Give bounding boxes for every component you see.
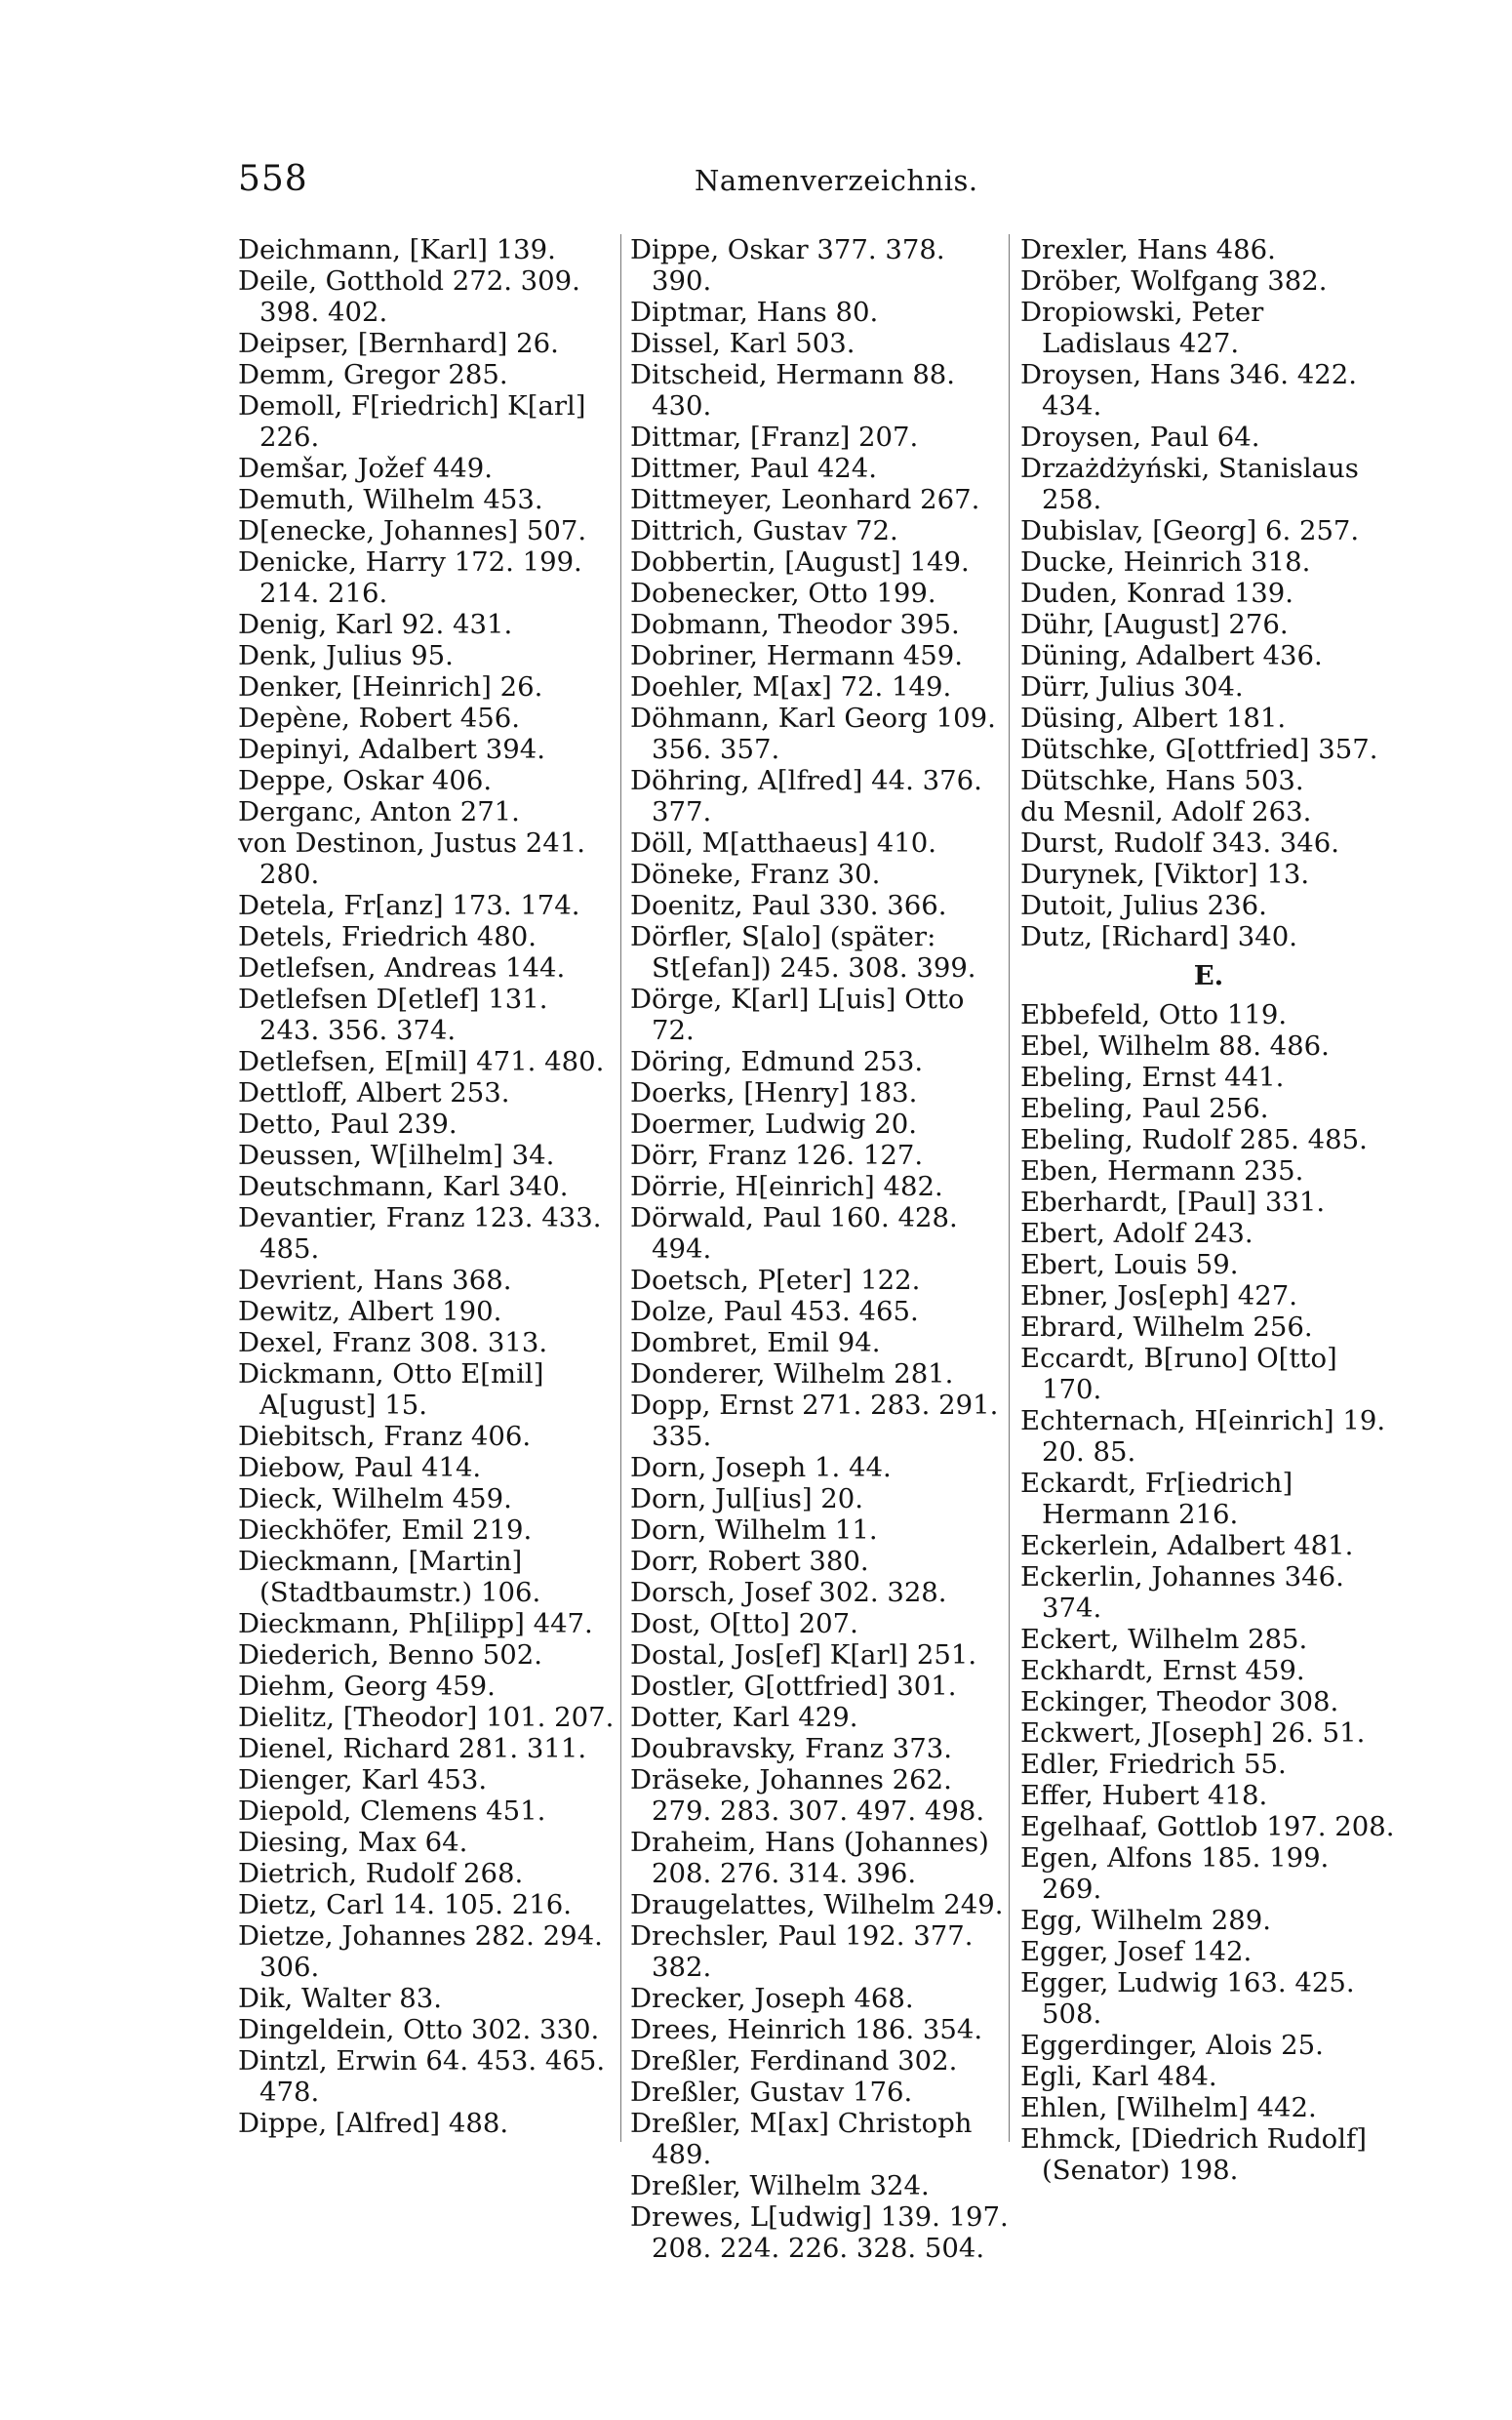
- index-entry: Deichmann, [Karl] 139.: [238, 234, 556, 265]
- index-entry: Draugelattes, Wilhelm 249.: [630, 1889, 1004, 1920]
- index-entry: Doenitz, Paul 330. 366.: [630, 890, 947, 921]
- index-entry: Drecker, Joseph 468.: [630, 1983, 914, 2014]
- index-entry: Edler, Friedrich 55.: [1020, 1749, 1287, 1780]
- index-entry: Eckert, Wilhelm 285.: [1020, 1624, 1308, 1655]
- index-entry: Ehlen, [Wilhelm] 442.: [1020, 2092, 1317, 2123]
- index-entry: Deutschmann, Karl 340.: [238, 1171, 569, 1202]
- index-entry: Döhring, A[lfred] 44. 376. 377.: [630, 765, 982, 827]
- index-entry: Dieck, Wilhelm 459.: [238, 1483, 512, 1514]
- index-entry: Deipser, [Bernhard] 26.: [238, 328, 559, 359]
- index-entry: Dobmann, Theodor 395.: [630, 609, 960, 640]
- index-entry: Drzażdżyński, Stanislaus 258.: [1020, 453, 1359, 515]
- index-entry: Detels, Friedrich 480.: [238, 921, 537, 952]
- index-entry: Detlefsen, E[mil] 471. 480.: [238, 1046, 605, 1077]
- index-entry: Dolze, Paul 453. 465.: [630, 1296, 919, 1327]
- index-entry: Dettloff, Albert 253.: [238, 1077, 510, 1109]
- index-entry: Dickmann, Otto E[mil] A[ugust] 15.: [238, 1358, 544, 1421]
- index-entry: Dörrie, H[einrich] 482.: [630, 1171, 943, 1202]
- index-entry: von Destinon, Justus 241. 280.: [238, 827, 585, 890]
- index-entry: Eckerlein, Adalbert 481.: [1020, 1530, 1354, 1561]
- index-entry: Dik, Walter 83.: [238, 1983, 443, 2014]
- index-entry: Diptmar, Hans 80.: [630, 297, 879, 328]
- index-entry: Doerks, [Henry] 183.: [630, 1077, 918, 1109]
- index-entry: Egger, Ludwig 163. 425. 508.: [1020, 1967, 1355, 2030]
- index-entry: Dobriner, Hermann 459.: [630, 640, 964, 671]
- index-entry: Dropiowski, Peter Ladislaus 427.: [1020, 297, 1264, 359]
- index-entry: Dutoit, Julius 236.: [1020, 890, 1267, 921]
- index-entry: Dürr, Julius 304.: [1020, 671, 1244, 703]
- index-entry: Dostal, Jos[ef] K[arl] 251.: [630, 1639, 977, 1671]
- index-entry: Diebow, Paul 414.: [238, 1452, 482, 1483]
- entries-before-section: [1020, 234, 1397, 952]
- index-entry: Devrient, Hans 368.: [238, 1265, 512, 1296]
- running-title: Namenverzeichnis.: [695, 164, 978, 197]
- index-entry: Durst, Rudolf 343. 346.: [1020, 827, 1340, 859]
- index-column-2: [630, 234, 1013, 2264]
- index-entry: Deile, Gotthold 272. 309. 398. 402.: [238, 265, 580, 328]
- index-entry: Derganc, Anton 271.: [238, 796, 520, 827]
- index-entry: Denker, [Heinrich] 26.: [238, 671, 543, 703]
- index-entry: Egger, Josef 142.: [1020, 1936, 1253, 1967]
- index-entry: Dittmer, Paul 424.: [630, 453, 878, 484]
- index-entry: Dorn, Joseph 1. 44.: [630, 1452, 892, 1483]
- index-entry: Dieckmann, [Martin](Stadtbaumstr.) 106.: [238, 1546, 541, 1608]
- index-entry: Eggerdinger, Alois 25.: [1020, 2030, 1324, 2061]
- index-column-3: [1020, 234, 1397, 2186]
- index-entry: Dittmar, [Franz] 207.: [630, 422, 919, 453]
- index-entry: Doehler, M[ax] 72. 149.: [630, 671, 952, 703]
- index-entry: Dreßler, Ferdinand 302.: [630, 2045, 958, 2077]
- index-entry: Dost, O[tto] 207.: [630, 1608, 858, 1639]
- index-entry: Drewes, L[udwig] 139. 197. 208. 224. 226. 328. 504.: [630, 2201, 1009, 2264]
- index-entry: Depinyi, Adalbert 394.: [238, 734, 545, 765]
- index-entry: Eberhardt, [Paul] 331.: [1020, 1187, 1326, 1218]
- index-entry: Detela, Fr[anz] 173. 174.: [238, 890, 580, 921]
- index-entry: Drees, Heinrich 186. 354.: [630, 2014, 983, 2045]
- index-entry: Egelhaaf, Gottlob 197. 208.: [1020, 1811, 1395, 1842]
- index-entry: Droysen, Hans 346. 422. 434.: [1020, 359, 1358, 422]
- index-entry: du Mesnil, Adolf 263.: [1020, 796, 1312, 827]
- index-entry: Demoll, F[riedrich] K[arl] 226.: [238, 390, 586, 453]
- index-entry: Eckardt, Fr[iedrich] Hermann 216.: [1020, 1468, 1293, 1530]
- index-entry: Drexler, Hans 486.: [1020, 234, 1276, 265]
- index-entry: Devantier, Franz 123. 433. 485.: [238, 1202, 602, 1265]
- index-entry: Ebeling, Rudolf 285. 485.: [1020, 1124, 1368, 1155]
- index-entry: Denig, Karl 92. 431.: [238, 609, 513, 640]
- index-entry: Dräseke, Johannes 262. 279. 283. 307. 497. 498.: [630, 1764, 985, 1827]
- index-entry: Depène, Robert 456.: [238, 703, 520, 734]
- index-entry: Dienel, Richard 281. 311.: [238, 1733, 587, 1764]
- index-entry: Diepold, Clemens 451.: [238, 1795, 546, 1827]
- entries-after-section: [1020, 999, 1397, 2186]
- index-entry: Döring, Edmund 253.: [630, 1046, 924, 1077]
- index-entry: Ebert, Adolf 243.: [1020, 1218, 1253, 1249]
- index-entry: Dorsch, Josef 302. 328.: [630, 1577, 947, 1608]
- index-entry: Egli, Karl 484.: [1020, 2061, 1217, 2092]
- index-entry: Dopp, Ernst 271. 283. 291. 335.: [630, 1390, 999, 1452]
- index-entry: Ducke, Heinrich 318.: [1020, 546, 1311, 578]
- index-entry: Diehm, Georg 459.: [238, 1671, 496, 1702]
- index-entry: Dreßler, M[ax] Christoph 489.: [630, 2108, 973, 2170]
- index-entry: Ebbefeld, Otto 119.: [1020, 999, 1288, 1030]
- index-entry: Dingeldein, Otto 302. 330.: [238, 2014, 600, 2045]
- index-entry: Dippe, Oskar 377. 378. 390.: [630, 234, 945, 297]
- index-entry: Detlefsen, Andreas 144.: [238, 952, 566, 984]
- index-entry: Dombret, Emil 94.: [630, 1327, 881, 1358]
- index-entry: Drechsler, Paul 192. 377. 382.: [630, 1920, 974, 1983]
- index-entry: Deppe, Oskar 406.: [238, 765, 493, 796]
- index-entry: Effer, Hubert 418.: [1020, 1780, 1268, 1811]
- index-entry: Diebitsch, Franz 406.: [238, 1421, 532, 1452]
- index-entry: Eben, Hermann 235.: [1020, 1155, 1304, 1187]
- index-entry: Eckwert, J[oseph] 26. 51.: [1020, 1717, 1366, 1749]
- index-entry: Dörfler, S[alo] (später: St[efan]) 245. 308. 399.: [630, 921, 976, 984]
- index-entry: Dieckmann, Ph[ilipp] 447.: [238, 1608, 593, 1639]
- index-entry: Dobbertin, [August] 149.: [630, 546, 970, 578]
- index-entry: Dippe, [Alfred] 488.: [238, 2108, 509, 2139]
- index-entry: Dütschke, Hans 503.: [1020, 765, 1304, 796]
- index-entry: Dobenecker, Otto 199.: [630, 578, 936, 609]
- index-entry: D[enecke, Johannes] 507.: [238, 515, 587, 546]
- index-entry: Egen, Alfons 185. 199. 269.: [1020, 1842, 1330, 1905]
- index-entry: Dietze, Johannes 282. 294. 306.: [238, 1920, 603, 1983]
- index-entry: Dühr, [August] 276.: [1020, 609, 1289, 640]
- index-entry: Demuth, Wilhelm 453.: [238, 484, 543, 515]
- index-entry: Döhmann, Karl Georg 109. 356. 357.: [630, 703, 996, 765]
- index-entry: Ebert, Louis 59.: [1020, 1249, 1239, 1280]
- index-entry: Eckhardt, Ernst 459.: [1020, 1655, 1305, 1686]
- index-entry: Eccardt, B[runo] O[tto] 170.: [1020, 1343, 1337, 1405]
- index-entry: Demm, Gregor 285.: [238, 359, 508, 390]
- index-entry: Deussen, W[ilhelm] 34.: [238, 1140, 555, 1171]
- index-entry: Dörr, Franz 126. 127.: [630, 1140, 924, 1171]
- index-entry: Dorn, Jul[ius] 20.: [630, 1483, 864, 1514]
- index-entry: Doermer, Ludwig 20.: [630, 1109, 917, 1140]
- index-entry: Dorr, Robert 380.: [630, 1546, 869, 1577]
- index-entry: Egg, Wilhelm 289.: [1020, 1905, 1271, 1936]
- section-letter: E.: [1193, 960, 1224, 991]
- index-entry: Dietrich, Rudolf 268.: [238, 1858, 524, 1889]
- index-entry: Dielitz, [Theodor] 101. 207.: [238, 1702, 615, 1733]
- index-entry: Detlefsen D[etlef] 131. 243. 356. 374.: [238, 984, 548, 1046]
- index-entry: Düning, Adalbert 436.: [1020, 640, 1323, 671]
- index-entry: Droysen, Paul 64.: [1020, 422, 1260, 453]
- index-entry: Dörge, K[arl] L[uis] Otto 72.: [630, 984, 965, 1046]
- index-entry: Denicke, Harry 172. 199. 214. 216.: [238, 546, 582, 609]
- index-entry: Demšar, Jožef 449.: [238, 453, 494, 484]
- index-entry: Eckinger, Theodor 308.: [1020, 1686, 1339, 1717]
- index-entry: Dreßler, Gustav 176.: [630, 2077, 913, 2108]
- index-entry: Ditscheid, Hermann 88. 430.: [630, 359, 956, 422]
- index-entry: Dietz, Carl 14. 105. 216.: [238, 1889, 572, 1920]
- index-entry: Dutz, [Richard] 340.: [1020, 921, 1297, 952]
- index-entry: Detto, Paul 239.: [238, 1109, 458, 1140]
- index-entry: Dexel, Franz 308. 313.: [238, 1327, 548, 1358]
- index-entry: Dröber, Wolfgang 382.: [1020, 265, 1328, 297]
- page-number: 558: [238, 159, 308, 199]
- index-entry: Duden, Konrad 139.: [1020, 578, 1294, 609]
- column-divider: [620, 234, 621, 2142]
- index-entry: Dubislav, [Georg] 6. 257.: [1020, 515, 1360, 546]
- index-entry: Dieckhöfer, Emil 219.: [238, 1514, 533, 1546]
- index-entry: Dorn, Wilhelm 11.: [630, 1514, 878, 1546]
- index-entry: Ebel, Wilhelm 88. 486.: [1020, 1030, 1330, 1062]
- index-entry: Dissel, Karl 503.: [630, 328, 855, 359]
- index-entry: Eckerlin, Johannes 346. 374.: [1020, 1561, 1344, 1624]
- index-entry: Diederich, Benno 502.: [238, 1639, 542, 1671]
- index-entry: Ebrard, Wilhelm 256.: [1020, 1311, 1313, 1343]
- index-entry: Dittrich, Gustav 72.: [630, 515, 898, 546]
- index-entry: Döll, M[atthaeus] 410.: [630, 827, 936, 859]
- index-entry: Dörwald, Paul 160. 428. 494.: [630, 1202, 958, 1265]
- index-entry: Doetsch, P[eter] 122.: [630, 1265, 921, 1296]
- index-entry: Donderer, Wilhelm 281.: [630, 1358, 954, 1390]
- index-entry: Dienger, Karl 453.: [238, 1764, 488, 1795]
- index-entry: Ebeling, Paul 256.: [1020, 1093, 1269, 1124]
- index-entry: Dostler, G[ottfried] 301.: [630, 1671, 957, 1702]
- index-entry: Dütschke, G[ottfried] 357.: [1020, 734, 1378, 765]
- index-entry: Echternach, H[einrich] 19. 20. 85.: [1020, 1405, 1386, 1468]
- index-entry: Döneke, Franz 30.: [630, 859, 881, 890]
- index-entry: Denk, Julius 95.: [238, 640, 454, 671]
- index-entry: Draheim, Hans (Johannes) 208. 276. 314. 396.: [630, 1827, 989, 1889]
- index-entry: Düsing, Albert 181.: [1020, 703, 1287, 734]
- index-entry: Durynek, [Viktor] 13.: [1020, 859, 1310, 890]
- index-entry: Dewitz, Albert 190.: [238, 1296, 502, 1327]
- index-entry: Ebeling, Ernst 441.: [1020, 1062, 1285, 1093]
- index-column-1: [238, 234, 615, 2139]
- index-entry: Ehmck, [Diedrich Rudolf] (Senator) 198.: [1020, 2123, 1367, 2186]
- index-entry: Ebner, Jos[eph] 427.: [1020, 1280, 1297, 1311]
- index-entry: Dotter, Karl 429.: [630, 1702, 858, 1733]
- index-entry: Diesing, Max 64.: [238, 1827, 468, 1858]
- index-entry: Dintzl, Erwin 64. 453. 465. 478.: [238, 2045, 606, 2108]
- index-entry: Dittmeyer, Leonhard 267.: [630, 484, 980, 515]
- index-entry: Dreßler, Wilhelm 324.: [630, 2170, 930, 2201]
- index-entry: Doubravsky, Franz 373.: [630, 1733, 952, 1764]
